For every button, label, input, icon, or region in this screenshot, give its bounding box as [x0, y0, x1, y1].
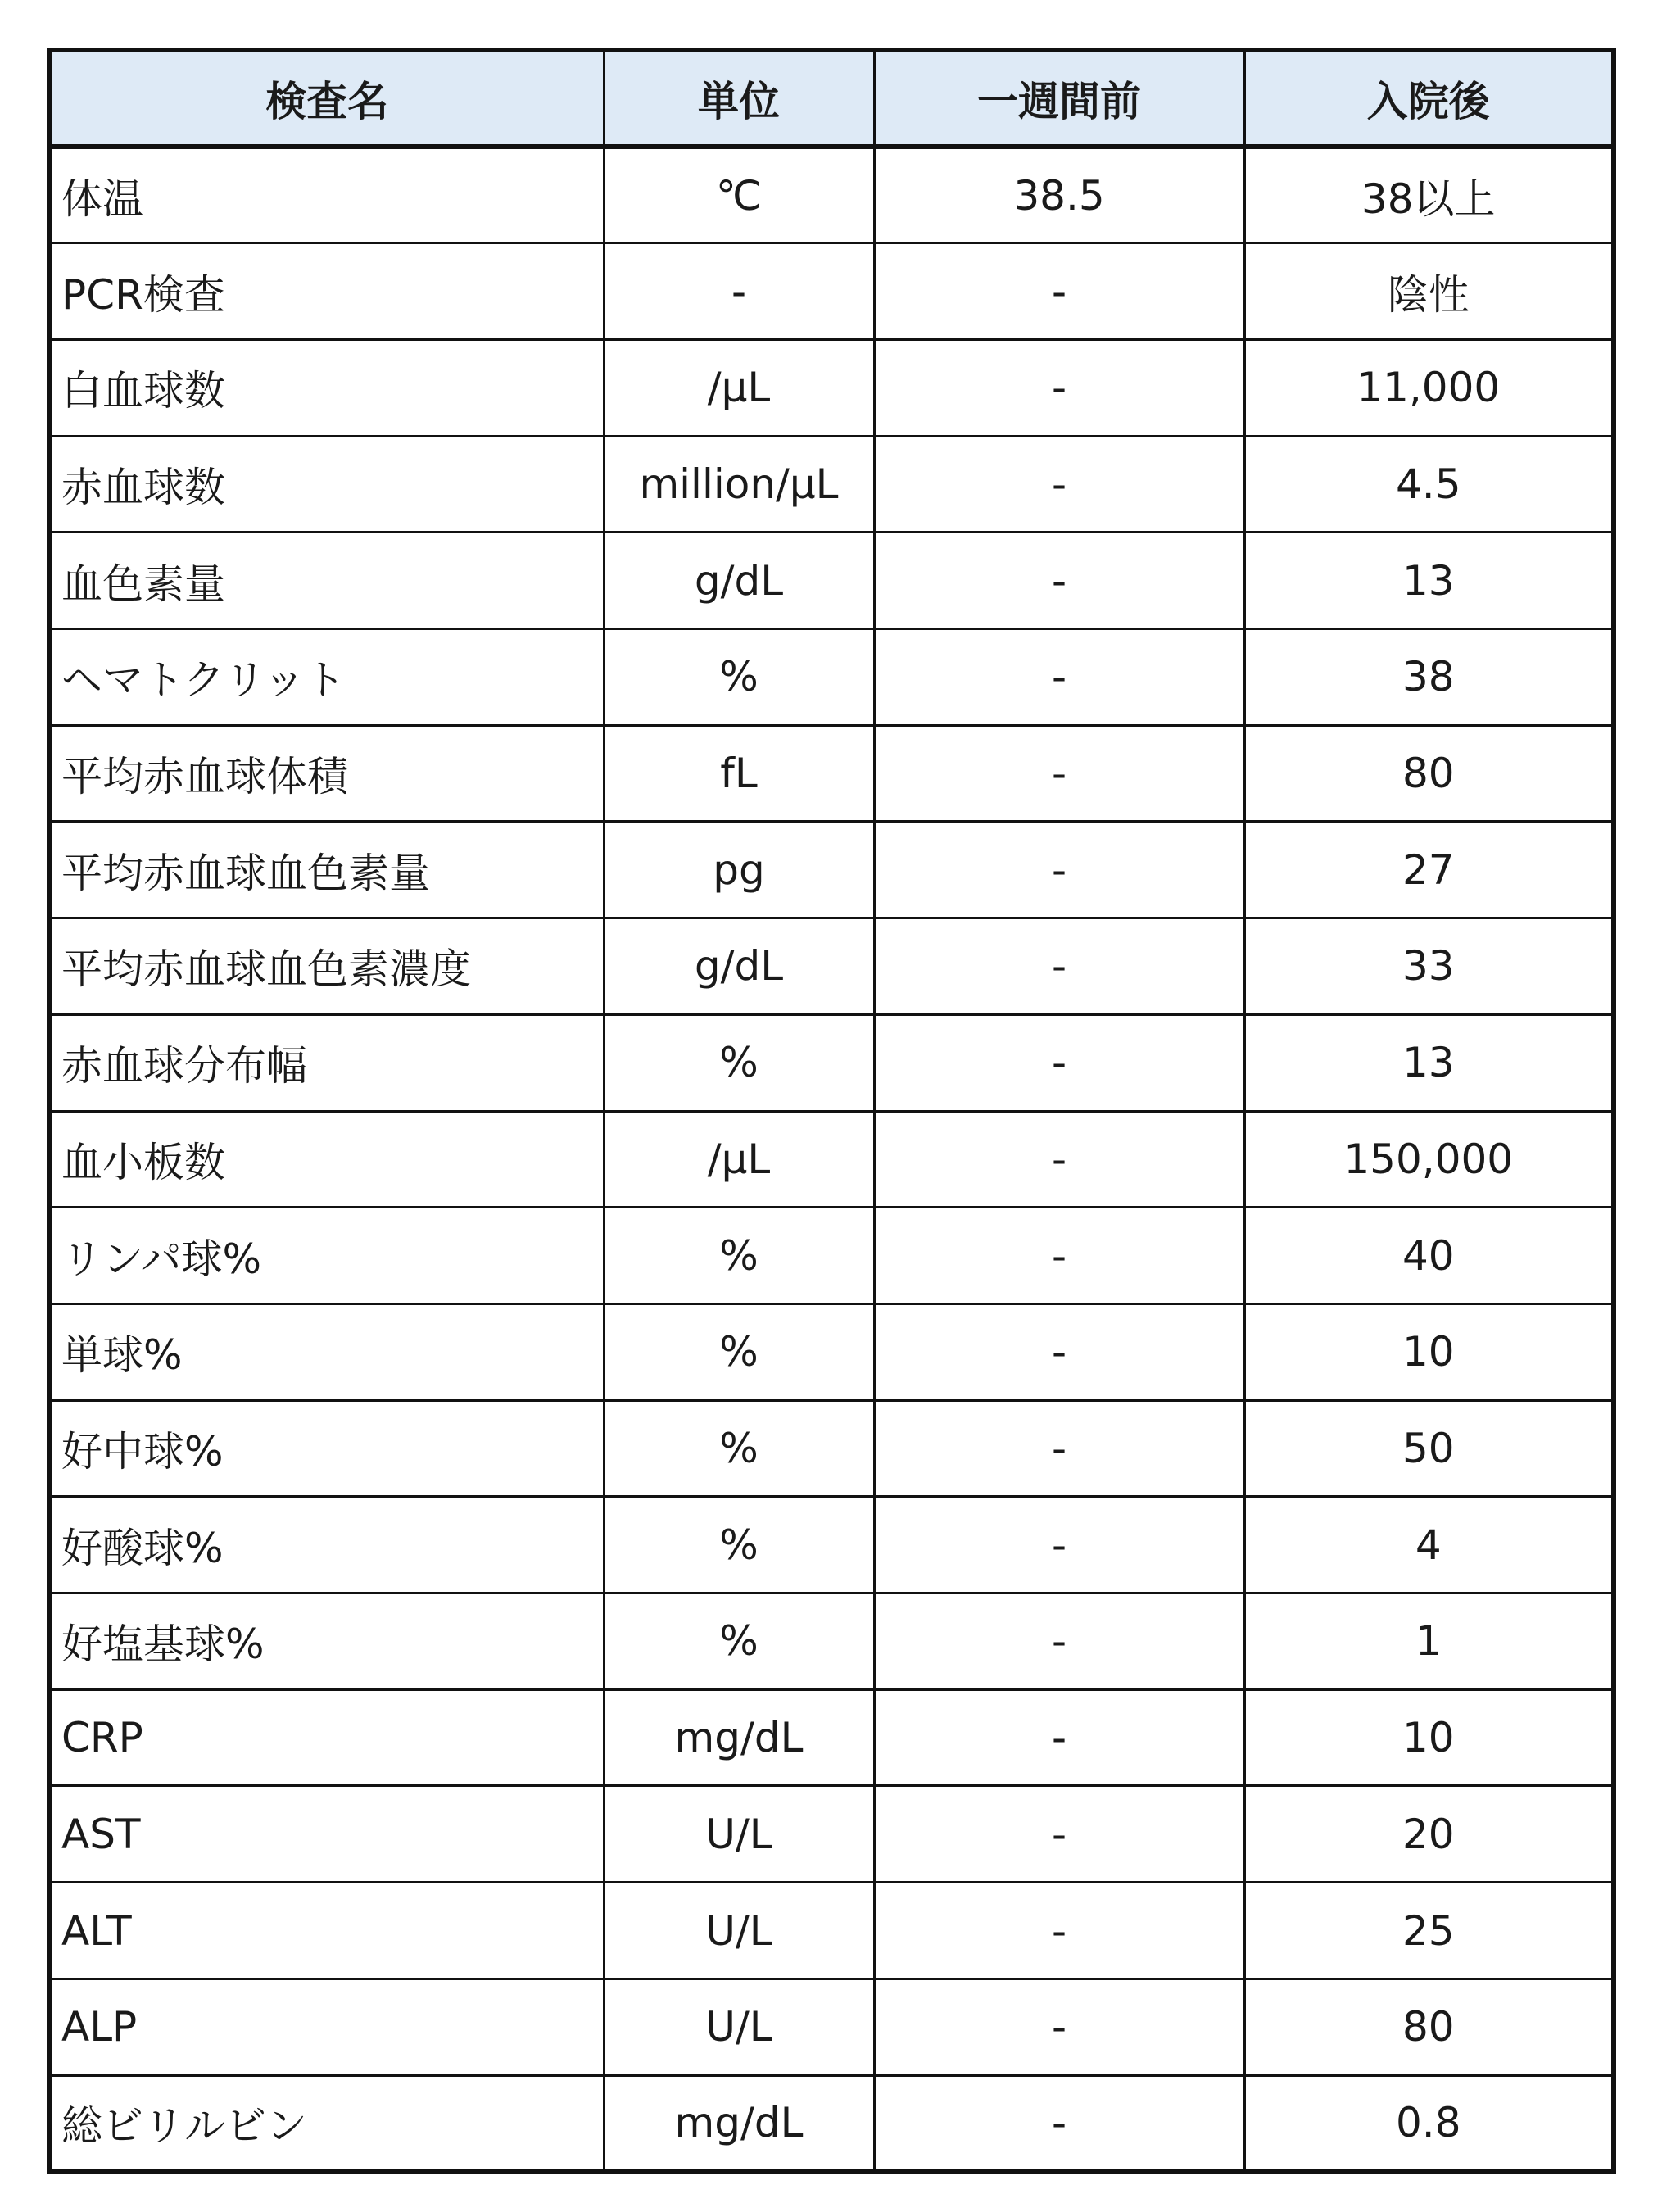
cell-unit: million/μL	[604, 436, 874, 533]
table-row	[49, 1303, 1614, 1400]
cell-unit: %	[604, 1303, 874, 1400]
cell-test-name: 好酸球%	[49, 1497, 604, 1593]
cell-after-admission: 38以上	[1244, 147, 1614, 243]
cell-after-admission: 4.5	[1244, 436, 1614, 533]
cell-one-week-before: -	[874, 1303, 1244, 1400]
cell-test-name: 体温	[49, 147, 604, 243]
cell-test-name: 好中球%	[49, 1400, 604, 1497]
header-test-name: 検査名	[49, 50, 604, 147]
cell-test-name: 平均赤血球血色素濃度	[49, 918, 604, 1015]
cell-after-admission: 1	[1244, 1593, 1614, 1690]
cell-after-admission: 150,000	[1244, 1111, 1614, 1208]
table-row	[49, 436, 1614, 533]
table-row	[49, 1979, 1614, 2075]
cell-after-admission: 80	[1244, 725, 1614, 822]
table-row	[49, 147, 1614, 243]
cell-one-week-before: -	[874, 243, 1244, 340]
cell-test-name: リンパ球%	[49, 1208, 604, 1304]
table-row	[49, 629, 1614, 726]
cell-after-admission: 80	[1244, 1979, 1614, 2075]
table-row	[49, 1593, 1614, 1690]
cell-test-name: 血色素量	[49, 533, 604, 629]
header-after-admission: 入院後	[1244, 50, 1614, 147]
cell-test-name: PCR検査	[49, 243, 604, 340]
cell-test-name: 平均赤血球体積	[49, 725, 604, 822]
cell-test-name: AST	[49, 1786, 604, 1883]
cell-test-name: CRP	[49, 1689, 604, 1786]
cell-unit: -	[604, 243, 874, 340]
header-unit: 単位	[604, 50, 874, 147]
table-row	[49, 339, 1614, 436]
cell-after-admission: 33	[1244, 918, 1614, 1015]
table-row	[49, 2075, 1614, 2172]
cell-unit: /μL	[604, 339, 874, 436]
cell-unit: %	[604, 629, 874, 726]
cell-after-admission: 13	[1244, 533, 1614, 629]
cell-unit: %	[604, 1497, 874, 1593]
cell-test-name: 白血球数	[49, 339, 604, 436]
table-row	[49, 1111, 1614, 1208]
cell-unit: %	[604, 1208, 874, 1304]
cell-one-week-before: -	[874, 1497, 1244, 1593]
cell-one-week-before: -	[874, 339, 1244, 436]
cell-unit: fL	[604, 725, 874, 822]
cell-test-name: 総ビリルビン	[49, 2075, 604, 2172]
cell-after-admission: 0.8	[1244, 2075, 1614, 2172]
cell-unit: U/L	[604, 1883, 874, 1979]
table-row	[49, 1014, 1614, 1111]
cell-after-admission: 4	[1244, 1497, 1614, 1593]
table-row	[49, 243, 1614, 340]
cell-one-week-before: -	[874, 2075, 1244, 2172]
cell-one-week-before: 38.5	[874, 147, 1244, 243]
table-row	[49, 725, 1614, 822]
cell-unit: g/dL	[604, 918, 874, 1015]
lab-results-table	[47, 48, 1616, 2174]
cell-after-admission: 陰性	[1244, 243, 1614, 340]
cell-test-name: ALT	[49, 1883, 604, 1979]
table-row	[49, 918, 1614, 1015]
cell-unit: mg/dL	[604, 2075, 874, 2172]
cell-one-week-before: -	[874, 1593, 1244, 1690]
cell-unit: U/L	[604, 1786, 874, 1883]
cell-after-admission: 20	[1244, 1786, 1614, 1883]
cell-unit: U/L	[604, 1979, 874, 2075]
cell-one-week-before: -	[874, 1014, 1244, 1111]
cell-unit: g/dL	[604, 533, 874, 629]
table-row	[49, 533, 1614, 629]
cell-after-admission: 40	[1244, 1208, 1614, 1304]
cell-one-week-before: -	[874, 1111, 1244, 1208]
cell-after-admission: 50	[1244, 1400, 1614, 1497]
cell-test-name: ヘマトクリット	[49, 629, 604, 726]
cell-test-name: 好塩基球%	[49, 1593, 604, 1690]
cell-after-admission: 27	[1244, 822, 1614, 918]
cell-after-admission: 10	[1244, 1303, 1614, 1400]
table-row	[49, 1786, 1614, 1883]
cell-one-week-before: -	[874, 1786, 1244, 1883]
cell-test-name: 赤血球数	[49, 436, 604, 533]
table-row	[49, 1883, 1614, 1979]
cell-one-week-before: -	[874, 533, 1244, 629]
cell-one-week-before: -	[874, 822, 1244, 918]
table-body	[49, 147, 1614, 2172]
cell-one-week-before: -	[874, 1979, 1244, 2075]
cell-one-week-before: -	[874, 1689, 1244, 1786]
cell-one-week-before: -	[874, 1208, 1244, 1304]
cell-one-week-before: -	[874, 725, 1244, 822]
cell-after-admission: 13	[1244, 1014, 1614, 1111]
table-row	[49, 1497, 1614, 1593]
cell-unit: %	[604, 1014, 874, 1111]
cell-unit: mg/dL	[604, 1689, 874, 1786]
table-header	[49, 50, 1614, 147]
cell-test-name: 赤血球分布幅	[49, 1014, 604, 1111]
cell-one-week-before: -	[874, 1400, 1244, 1497]
cell-one-week-before: -	[874, 436, 1244, 533]
header-row	[49, 50, 1614, 147]
cell-one-week-before: -	[874, 918, 1244, 1015]
cell-after-admission: 10	[1244, 1689, 1614, 1786]
cell-one-week-before: -	[874, 629, 1244, 726]
cell-after-admission: 38	[1244, 629, 1614, 726]
cell-unit: ℃	[604, 147, 874, 243]
header-one-week-before: 一週間前	[874, 50, 1244, 147]
table-row	[49, 1208, 1614, 1304]
table-row	[49, 1689, 1614, 1786]
cell-after-admission: 25	[1244, 1883, 1614, 1979]
cell-one-week-before: -	[874, 1883, 1244, 1979]
cell-unit: %	[604, 1593, 874, 1690]
cell-test-name: 単球%	[49, 1303, 604, 1400]
cell-unit: pg	[604, 822, 874, 918]
cell-test-name: 血小板数	[49, 1111, 604, 1208]
table-row	[49, 822, 1614, 918]
cell-test-name: ALP	[49, 1979, 604, 2075]
cell-after-admission: 11,000	[1244, 339, 1614, 436]
cell-unit: %	[604, 1400, 874, 1497]
table-row	[49, 1400, 1614, 1497]
cell-unit: /μL	[604, 1111, 874, 1208]
cell-test-name: 平均赤血球血色素量	[49, 822, 604, 918]
